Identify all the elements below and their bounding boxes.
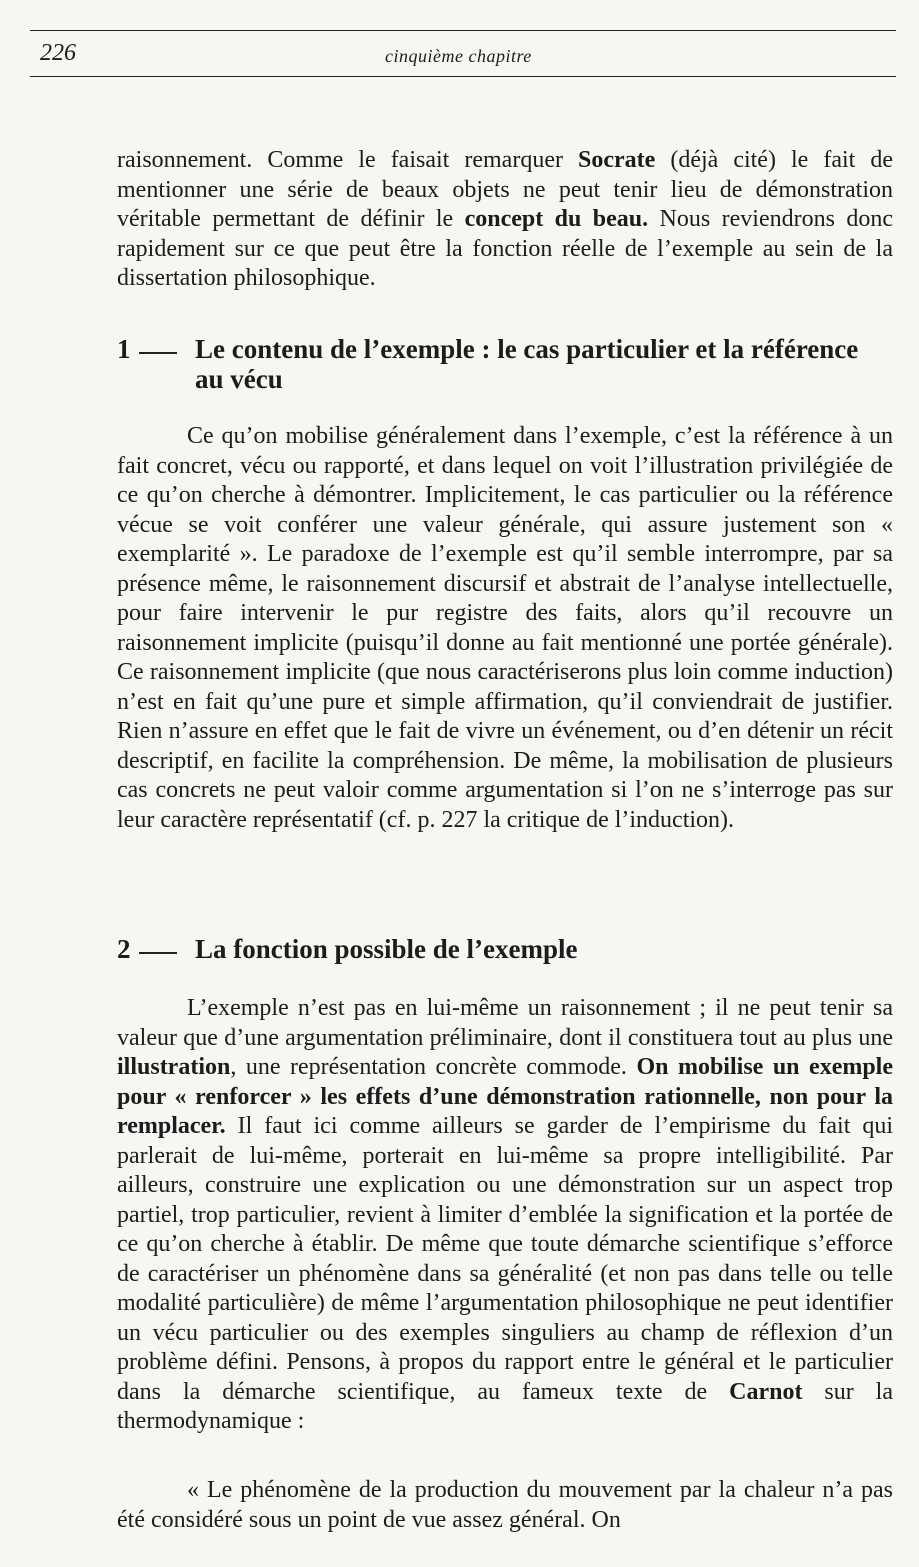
intro-text-1: raisonnement. Comme le faisait remarquer	[117, 147, 578, 173]
intro-paragraph	[117, 146, 893, 294]
section-1-dash	[139, 352, 177, 354]
header-rule-bottom	[30, 76, 896, 77]
section-2-number-block	[117, 934, 192, 964]
section-2-paragraph	[117, 994, 893, 1437]
section-2-bold-thesis: On mobilise un exemple pour « renforcer » les effets d’une démonstration rationnelle, non pour la remplacer.	[117, 1054, 894, 1139]
intro-bold-concept: concept du beau.	[464, 206, 649, 232]
section-2-bold-illustration: illustration	[117, 1054, 231, 1080]
intro-bold-socrate: Socrate	[578, 147, 656, 173]
section-1-number-block	[117, 334, 192, 364]
section-2-text-3: Il faut ici comme ailleurs se garder de l’empirisme du fait qui parlerait de lui-même, porterait en lui-même sa propre intelligibilité. Par ailleurs, construire une explication ou une démonstration sur un aspect trop partiel, trop particulier, revient à limiter d’emblée la signification et la portée de ce qu’on cherche à établir. De même que toute démarche scientifique s’efforce de caractériser un phénomène dans sa généralité (et non pas dans telle ou telle modalité particulière) de même l’argumentation philosophique ne peut identifier un vécu particulier ou des exemples singuliers au champ de réflexion d’un problème défini. Pensons, à propos du rapport entre le général et le particulier dans la démarche scientifique, au fameux texte de	[117, 1113, 893, 1405]
intro-text-3: Nous reviendrons donc rapidement sur ce que peut être la fonction réelle de l’exemple au sein de la dissertation philosophique.	[117, 206, 894, 291]
intro-text-2: (déjà cité) le fait de mentionner une série de beaux objets ne peut tenir lieu de démonstration véritable permettant de définir le	[117, 147, 893, 232]
section-1-paragraph	[117, 422, 893, 835]
page-number: 226	[40, 40, 76, 66]
section-2-bold-carnot: Carnot	[729, 1378, 803, 1405]
section-2-text-2: , une représentation concrète commode.	[230, 1054, 637, 1080]
carnot-quote: « Le phénomène de la production du mouvement par la chaleur n’a pas été considéré sous un point de vue assez général. On	[117, 1477, 893, 1533]
section-2-number: 2	[117, 934, 131, 964]
section-1-text: Ce qu’on mobilise généralement dans l’exemple, c’est la référence à un fait concret, vécu ou rapporté, et dans lequel on voit l’illustration privilégiée de ce qu’on cherche à démontrer. Implicitement, le cas particulier ou la référence vécue se voit conférer une valeur générale, qui assure justement son « exemplarité ». Le paradoxe de l’exemple est qu’il semble interrompre, par sa présence même, le raisonnement discursif et abstrait de l’analyse intellectuelle, pour faire intervenir le pur registre des faits, alors qu’il recouvre un raisonnement implicite (puisqu’il donne au fait mentionné une portée générale). Ce raisonnement implicite (que nous caractériserons plus loin comme induction) n’est en fait qu’une pure et simple affirmation, qu’il conviendrait de justifier. Rien n’assure en effet que le fait de vivre un événement, ou d’en détenir un récit descriptif, en facilite la compréhension. De même, la mobilisation de plusieurs cas concrets ne peut valoir comme argumentation si l’on ne s’interroge pas sur leur caractère représentatif (cf. p. 227 la critique de l’induction).	[117, 423, 893, 833]
header-rule-top	[30, 30, 896, 31]
section-1-title: Le contenu de l’exemple : le cas particulier et la référence au vécu	[195, 334, 859, 394]
section-2-text-1: L’exemple n’est pas en lui-même un raisonnement ; il ne peut tenir sa valeur que d’une argumentation préliminaire, dont il constituera tout au plus une	[117, 995, 893, 1051]
running-title: cinquième chapitre	[385, 46, 532, 66]
section-1-number: 1	[117, 334, 131, 364]
section-2-title: La fonction possible de l’exemple	[195, 934, 578, 964]
section-2-text-4: sur la thermodynamique :	[117, 1378, 894, 1434]
section-2-heading	[117, 934, 893, 964]
section-2-dash	[139, 952, 177, 954]
section-1-heading	[117, 334, 893, 394]
quote-paragraph	[117, 1476, 893, 1535]
